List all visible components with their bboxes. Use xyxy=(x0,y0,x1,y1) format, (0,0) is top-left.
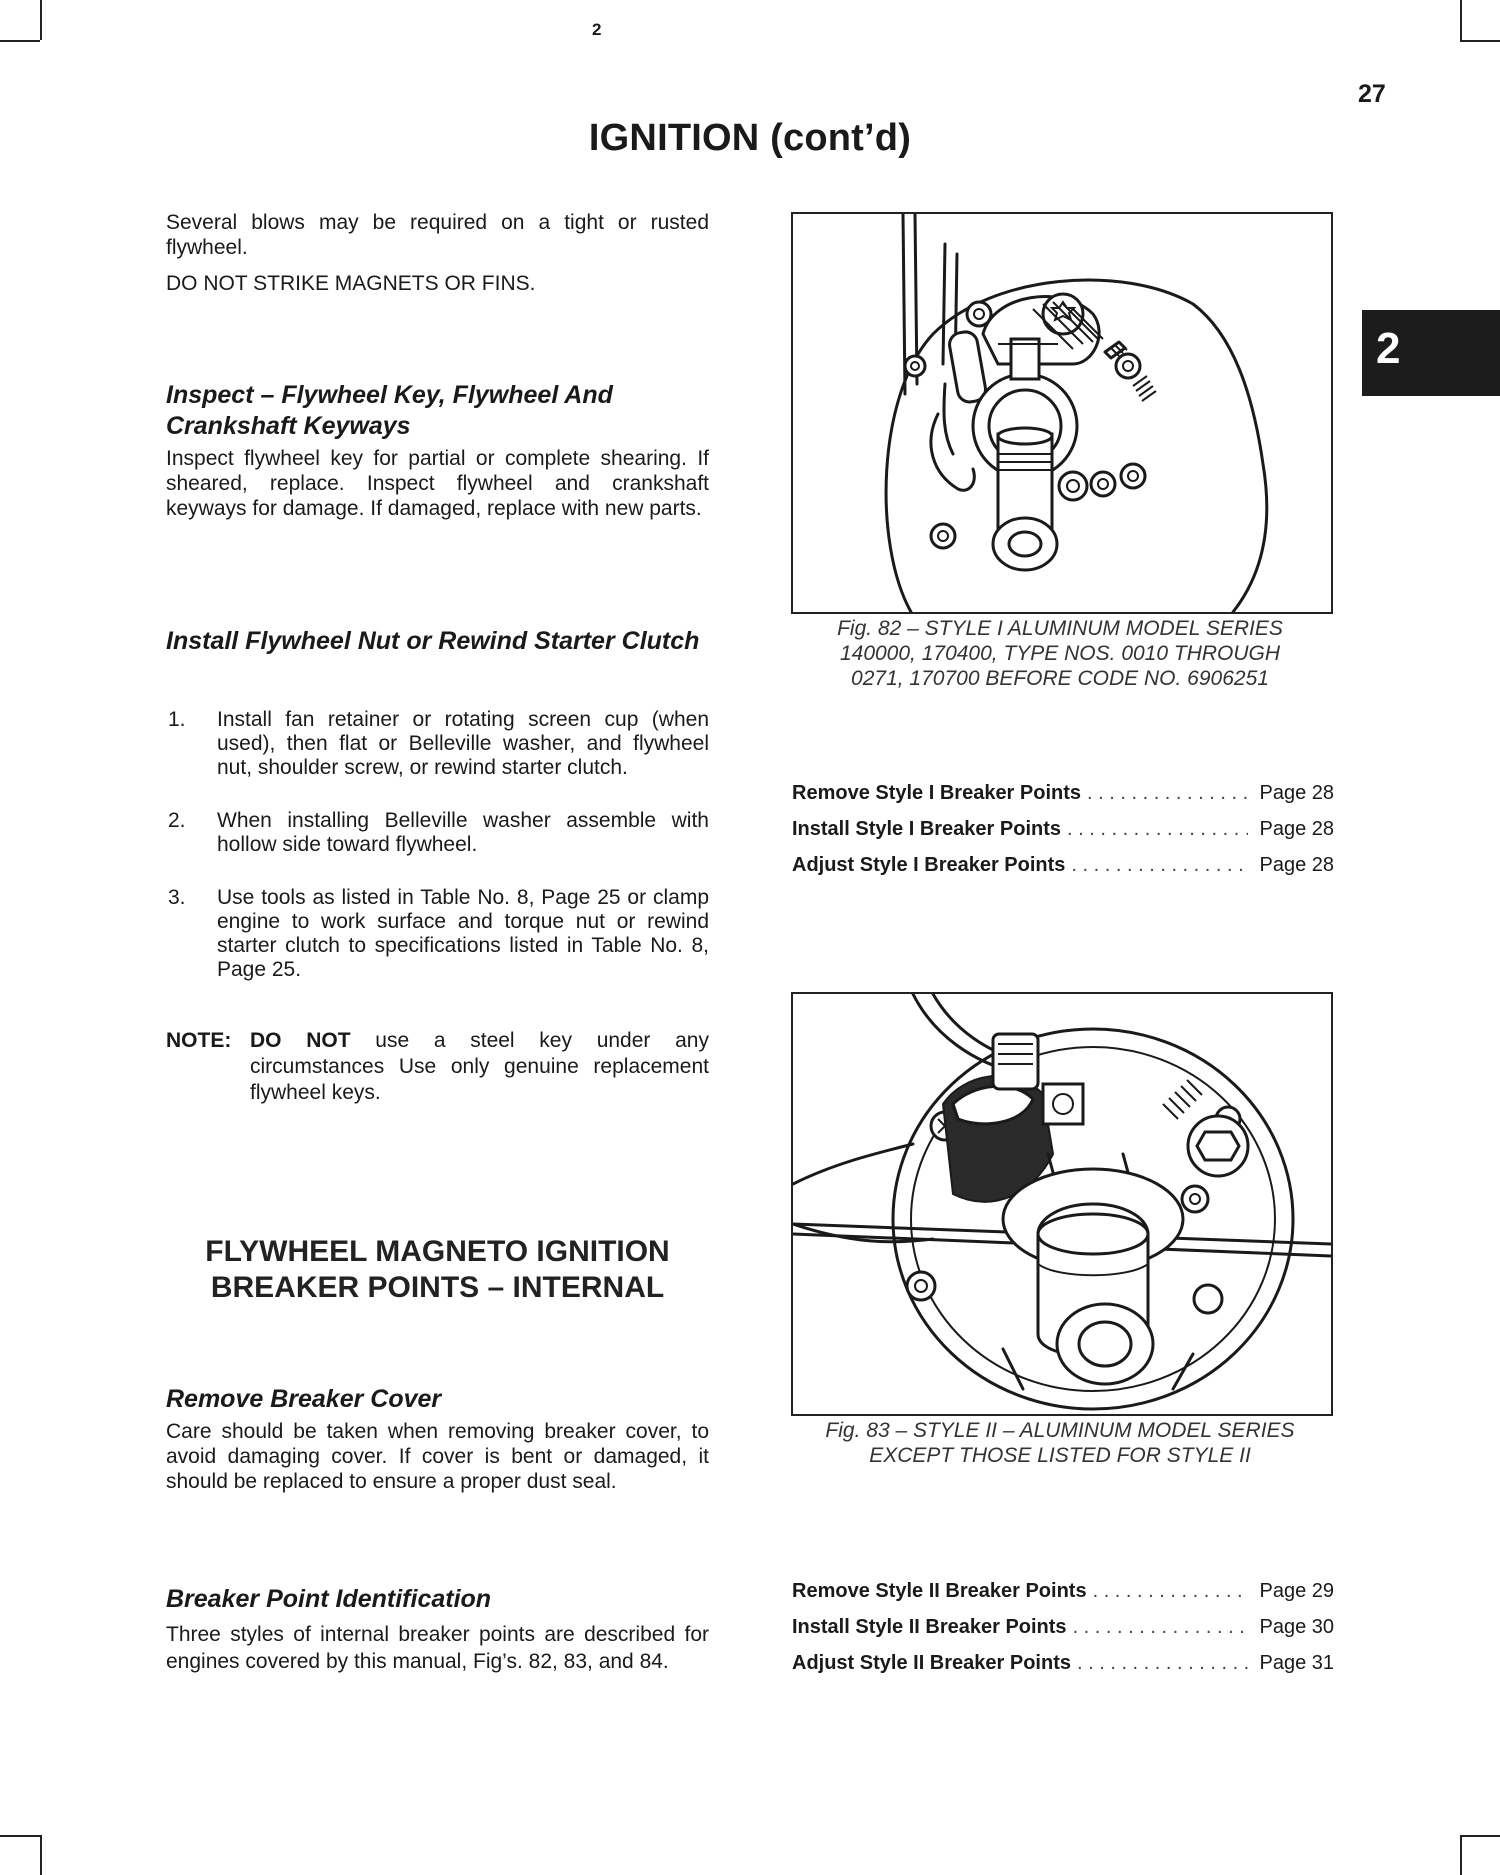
list-item xyxy=(792,1616,1334,1652)
page-number: 27 xyxy=(1358,80,1386,108)
section-heading-line: FLYWHEEL MAGNETO IGNITION xyxy=(205,1235,670,1268)
leader-dots xyxy=(1073,1616,1248,1639)
reference-label: Install Style I Breaker Points xyxy=(792,818,1061,840)
breaker-points-style-one-illustration xyxy=(793,214,1331,612)
figure-82 xyxy=(791,212,1333,614)
reference-page: Page 29 xyxy=(1259,1580,1334,1602)
chapter-tab-label: 2 xyxy=(1376,324,1401,373)
leader-dots xyxy=(1067,818,1248,841)
leader-dots xyxy=(1087,782,1248,805)
caption-line: EXCEPT THOSE LISTED FOR STYLE II xyxy=(869,1444,1251,1467)
remove-cover-section xyxy=(166,1384,709,1494)
crop-mark xyxy=(1460,40,1500,42)
intro-block xyxy=(166,210,709,296)
reference-label: Install Style II Breaker Points xyxy=(792,1616,1067,1638)
list-item xyxy=(166,809,709,857)
crop-mark xyxy=(40,0,42,40)
list-item xyxy=(792,1652,1334,1688)
identification-section xyxy=(166,1584,709,1675)
caption-line: 140000, 170400, TYPE NOS. 0010 THROUGH xyxy=(839,642,1281,665)
remove-cover-heading: Remove Breaker Cover xyxy=(166,1385,442,1413)
list-item xyxy=(792,854,1334,890)
step-text: Install fan retainer or rotating screen cup (when used), then flat or Belleville washer, and flywheel nut, shoulder screw, or rewind starter clutch. xyxy=(217,708,709,779)
step-number: 3. xyxy=(168,886,186,909)
leader-dots xyxy=(1071,854,1248,877)
caption-line: 0271, 170700 BEFORE CODE NO. 6906251 xyxy=(851,667,1269,690)
identification-heading: Breaker Point Identification xyxy=(166,1585,492,1613)
crop-mark xyxy=(0,1835,40,1837)
reference-label: Remove Style I Breaker Points xyxy=(792,782,1082,804)
breaker-points-style-two-illustration xyxy=(793,994,1331,1414)
step-text: When installing Belleville washer assemble with hollow side toward flywheel. xyxy=(217,809,709,856)
install-heading: Install Flywheel Nut or Rewind Starter Clutch xyxy=(166,627,700,655)
note-text: use a steel key under any circumstances Use only genuine replacement flywheel keys. xyxy=(250,1029,709,1104)
leader-dots xyxy=(1077,1652,1248,1675)
top-number: 2 xyxy=(592,20,602,39)
chapter-tab xyxy=(1362,310,1500,396)
crop-mark xyxy=(0,40,40,42)
section-heading xyxy=(166,1234,709,1306)
note-label: NOTE: xyxy=(166,1029,232,1052)
remove-cover-body: Care should be taken when removing breaker cover, to avoid damaging cover. If cover is bent or damaged, it should be replaced to ensure a proper dust seal. xyxy=(166,1420,709,1493)
page-title: IGNITION (cont’d) xyxy=(588,117,912,159)
step-text: Use tools as listed in Table No. 8, Page 25 or clamp engine to work surface and torque nut or rewind starter clutch to specifications listed in Table No. 8, Page 25. xyxy=(217,886,709,981)
reference-page: Page 28 xyxy=(1259,818,1334,840)
warning-paragraph: DO NOT STRIKE MAGNETS OR FINS. xyxy=(166,272,536,295)
list-item xyxy=(792,818,1334,854)
style-two-references xyxy=(792,1580,1334,1688)
caption-line: Fig. 83 – STYLE II – ALUMINUM MODEL SERIES xyxy=(825,1419,1295,1442)
reference-label: Adjust Style I Breaker Points xyxy=(792,854,1066,876)
crop-mark xyxy=(1460,1835,1462,1875)
reference-page: Page 28 xyxy=(1259,854,1334,876)
list-item xyxy=(166,708,709,780)
figure-82-caption xyxy=(791,616,1329,691)
list-item xyxy=(792,1580,1334,1616)
leader-dots xyxy=(1093,1580,1248,1603)
crop-mark xyxy=(1460,1835,1500,1837)
reference-label: Adjust Style II Breaker Points xyxy=(792,1652,1071,1674)
inspect-body: Inspect flywheel key for partial or complete shearing. If sheared, replace. Inspect flywheel and crankshaft keyways for damage. If damaged, replace with new parts. xyxy=(166,447,709,520)
note-emphasis: DO NOT xyxy=(250,1029,351,1052)
inspect-section xyxy=(166,380,709,521)
list-item xyxy=(792,782,1334,818)
figure-83 xyxy=(791,992,1333,1416)
figure-83-caption xyxy=(791,1418,1329,1468)
step-number: 2. xyxy=(168,809,186,832)
step-number: 1. xyxy=(168,708,186,731)
caption-line: Fig. 82 – STYLE I ALUMINUM MODEL SERIES xyxy=(837,617,1283,640)
crop-mark xyxy=(1460,0,1462,40)
reference-label: Remove Style II Breaker Points xyxy=(792,1580,1087,1602)
identification-body: Three styles of internal breaker points are described for engines covered by this manual, Fig’s. 82, 83, and 84. xyxy=(166,1623,709,1673)
section-heading-line: BREAKER POINTS – INTERNAL xyxy=(210,1271,665,1304)
crop-mark xyxy=(40,1835,42,1875)
note-block xyxy=(166,1028,709,1106)
list-item xyxy=(166,886,709,982)
reference-page: Page 31 xyxy=(1259,1652,1334,1674)
style-one-references xyxy=(792,782,1334,890)
intro-paragraph: Several blows may be required on a tight or rusted flywheel. xyxy=(166,211,709,259)
reference-page: Page 28 xyxy=(1259,782,1334,804)
install-section xyxy=(166,626,709,657)
reference-page: Page 30 xyxy=(1259,1616,1334,1638)
inspect-heading: Inspect – Flywheel Key, Flywheel And Crankshaft Keyways xyxy=(166,381,613,440)
